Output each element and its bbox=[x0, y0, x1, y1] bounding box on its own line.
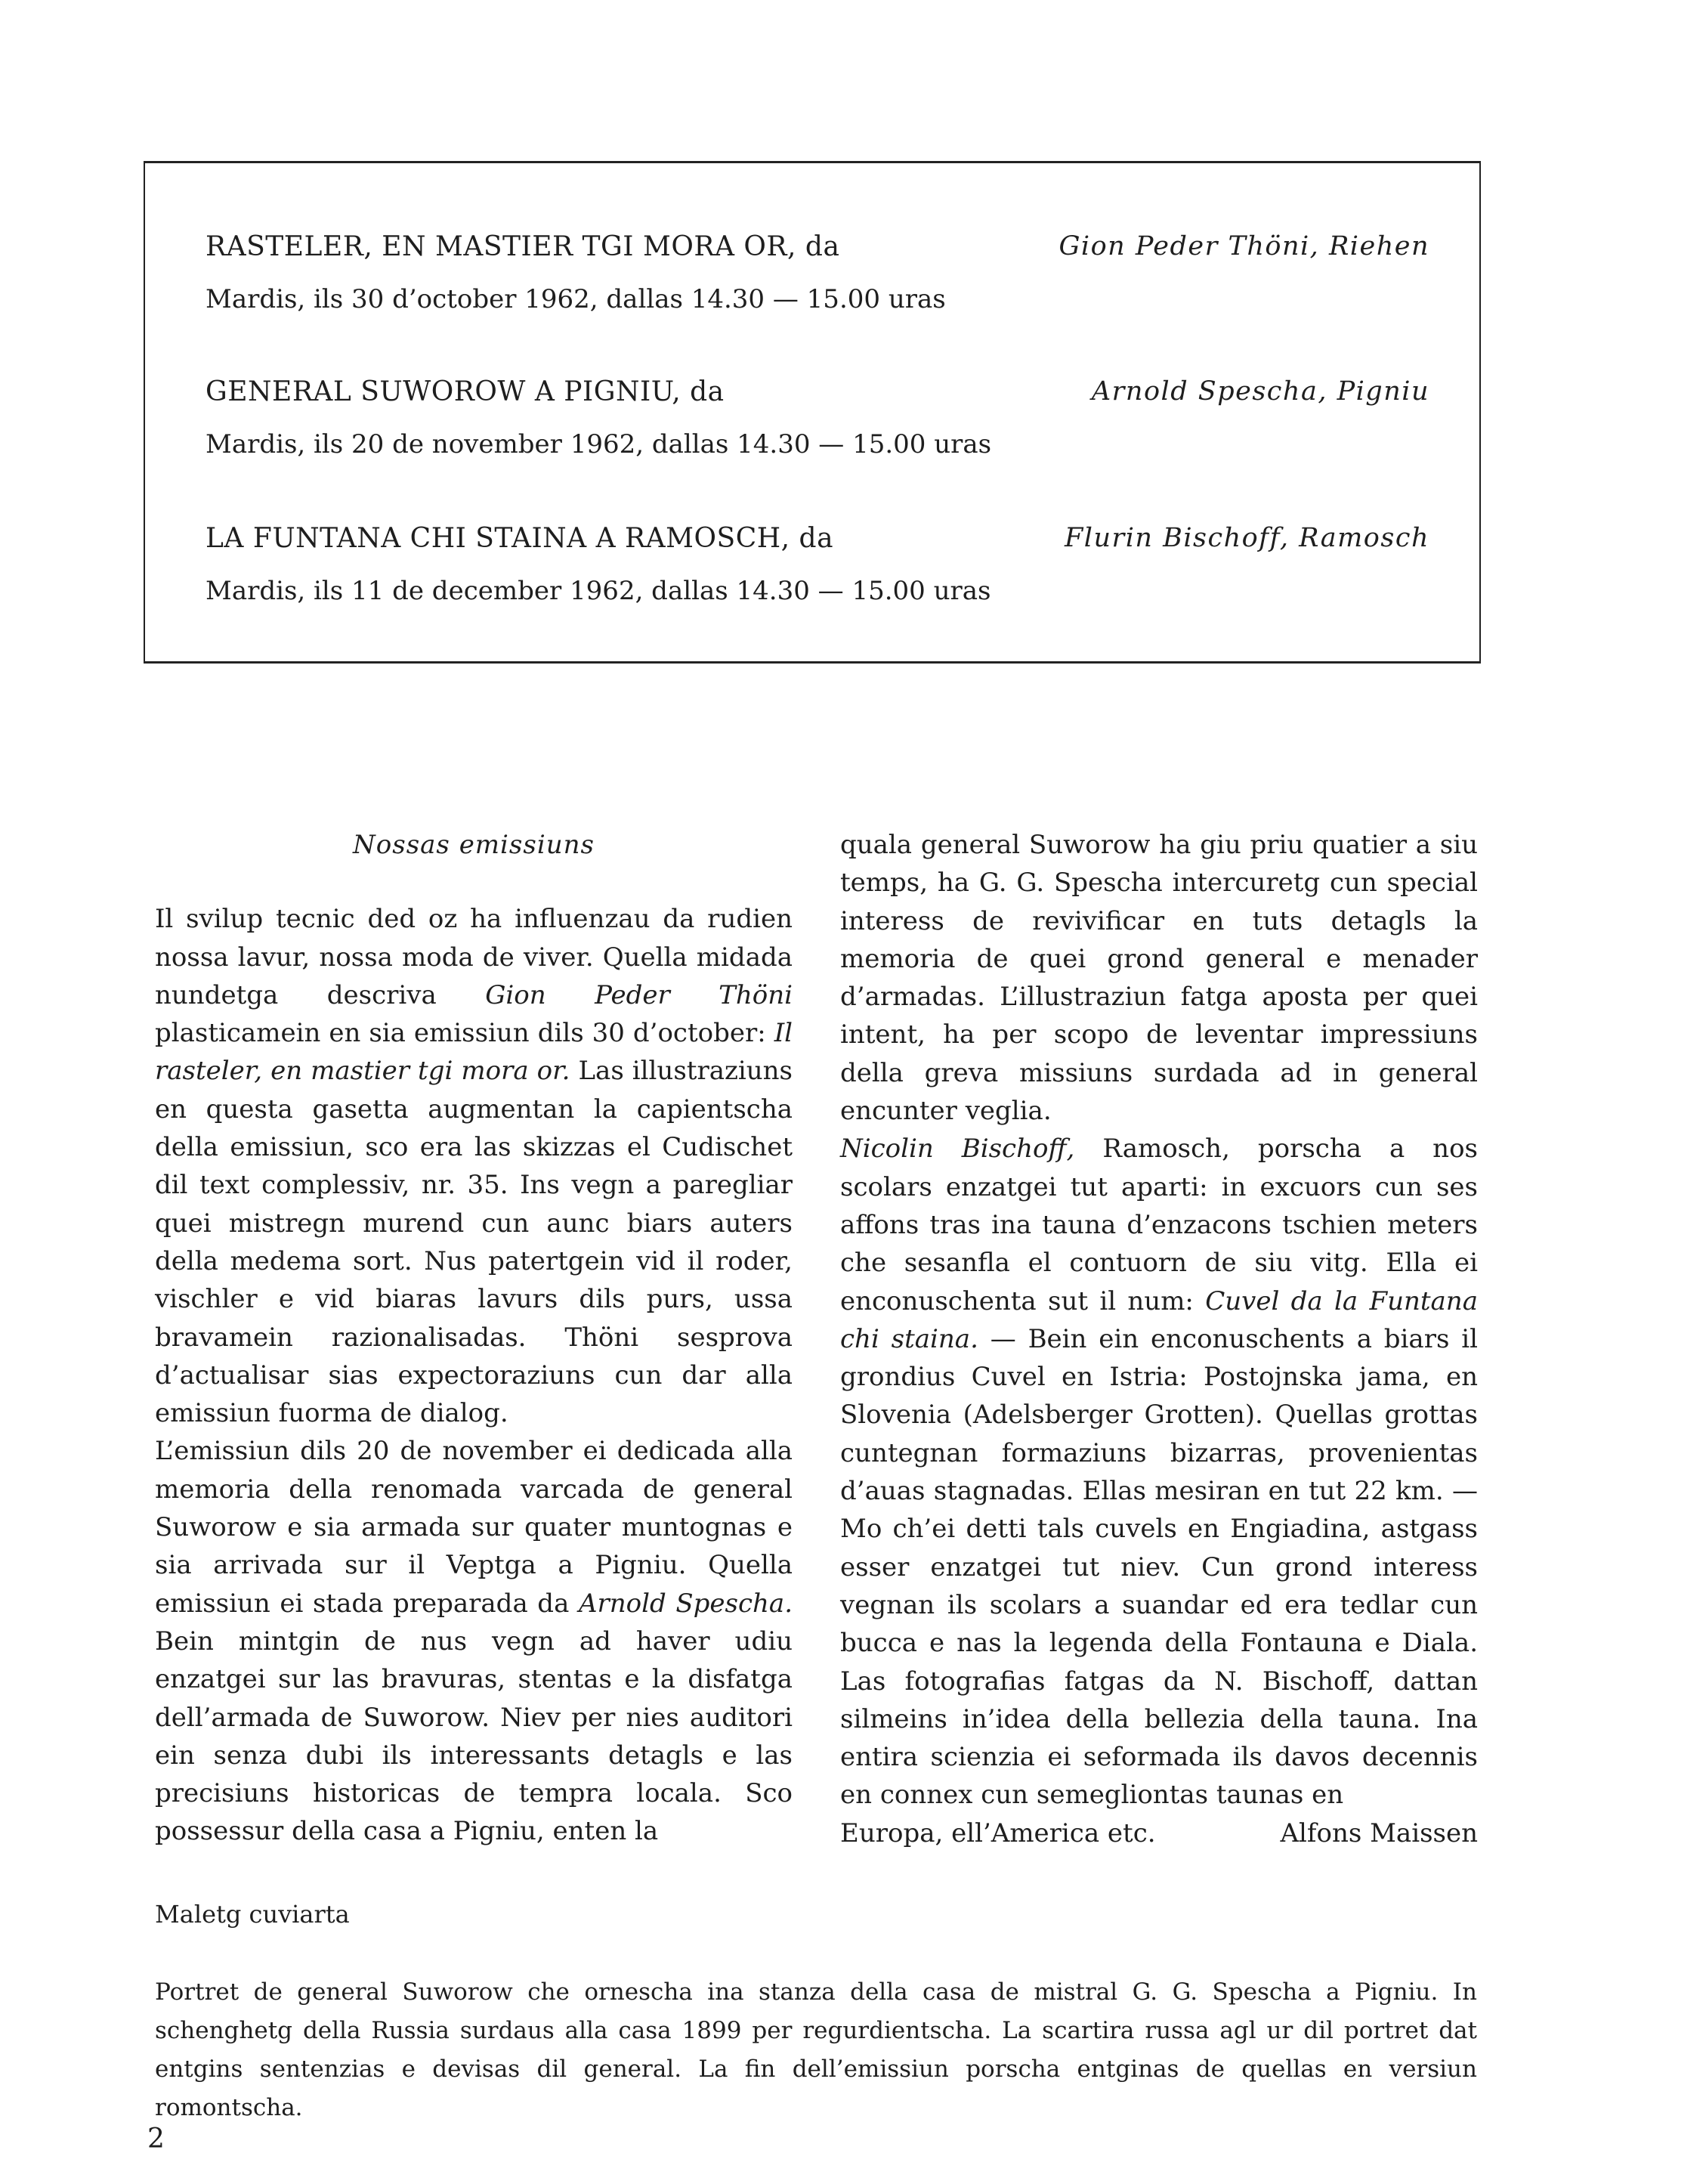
text-run: Ramosch, porscha a nos scolars enzatgei tut aparti: in excuors cun ses affons tras ina tauna d’enzacons tschien meters che sesanfla el contuorn de siu vitg. Ella ei enconuschenta sut il num: bbox=[840, 1134, 1478, 1316]
text-run: Europa, ell’America etc. bbox=[840, 1817, 1156, 1848]
article-right-column bbox=[840, 826, 1478, 1852]
author-name: Gion Peder Thöni bbox=[485, 979, 793, 1010]
author-name: Nicolin Bischoff, bbox=[840, 1134, 1075, 1165]
program-title: LA FUNTANA CHI STAINA A RAMOSCH, da bbox=[206, 523, 834, 554]
article-paragraph: quala general Suworow ha giu priu quatier a siu temps, ha G. G. Spescha intercuretg cun special interess de revivificar en tuts detagls la memoria de quei grond general e menader d’armadas. L’illustraziun fatga aposta per quei intent, ha per scopo de leventar impressiuns della greva missiuns surdada ad in general encunter veglia. bbox=[840, 830, 1478, 1127]
article-paragraph bbox=[155, 1432, 793, 1850]
caption-text bbox=[155, 1973, 1477, 2127]
text-run: Bein mintgin de nus vegn ad haver udiu enzatgei sur las bravuras, stentas e la disfatga dell’armada de Suworow. Niev per nies auditori ein senza dubi ils interessants detagls e las precisiuns historicas de tempra locala. Sco possessur della casa a Pigniu, enten la bbox=[155, 1626, 793, 1847]
author-name: Arnold Spescha. bbox=[578, 1588, 793, 1619]
caption-paragraph: Portret de general Suworow che ornescha ina stanza della casa de mistral G. G. Spescha a Pigniu. In schenghetg della Russia surdaus alla casa 1899 per regurdientscha. La scartira russa agl ur dil portret dat entgins sentenzias e devisas dil general. La fin dell’emissiun porscha entginas de quellas en versiun romontscha. bbox=[155, 1978, 1477, 2121]
program-title-italic: Il rasteler, en mastier tgi mora or. bbox=[155, 1018, 793, 1087]
signature: Alfons Maissen bbox=[1280, 1817, 1478, 1848]
program-author: Gion Peder Thöni, Riehen bbox=[1059, 231, 1429, 261]
program-title: RASTELER, EN MASTIER TGI MORA OR, da bbox=[206, 231, 840, 262]
caption-title: Maletg cuviarta bbox=[155, 1900, 350, 1929]
text-run: Las illustraziuns en questa gasetta augmentan la capientscha della emissiun, sco era las skizzas el Cudischet dil text complessiv, nr. 35. Ins vegn a paregliar quei mistregn murend cun aunc biars auters della medema sort. Nus patertgein vid il roder, vischler e vid biaras lavurs dils purs, ussa bravamein razionalisadas. Thöni sesprova d’actualisar sias expectoraziuns cun dar alla emissiun fuorma de dialog. bbox=[155, 1056, 793, 1429]
text-run: L’emissiun dils 20 de november ei dedicada alla memoria della renomada varcada de general Suworow e sia armada sur quater muntognas e sia arrivada sur il Veptga a Pigniu. Quella emissiun ei stada preparada da bbox=[155, 1436, 793, 1619]
text-run: — Bein ein enconuschents a biars il grondius Cuvel en Istria: Postojnska jama, en Slovenia (Adelsberger Grotten). Quellas grottas cuntegnan formaziuns bizarras, provenientas d’auas stagnadas. Ellas mesiran en tut 22 km. — Mo ch’ei detti tals cuvels en Engiadina, astgass esser enzatgei tut niev. Cun grond interess vegnan ils scolars a suandar ed era tedlar cun bucca e nas la legenda della Fontauna e Diala. Las fotografias fatgas da N. Bischoff, dattan silmeins in’idea della bellezia della tauna. Ina entira scienzia ei seformada ils davos decennis en connex cun semegliontas taunas en bbox=[840, 1323, 1478, 1811]
program-date: Mardis, ils 11 de december 1962, dallas 14.30 — 15.00 uras bbox=[206, 576, 991, 606]
program-date: Mardis, ils 20 de november 1962, dallas 14.30 — 15.00 uras bbox=[206, 429, 992, 459]
text-run: Il svilup tecnic ded oz ha influenzau da rudien nossa lavur, nossa moda de viver. Quella midada nundetga descriva bbox=[155, 904, 793, 1010]
text-run: plasticamein en sia emissiun dils 30 d’october: bbox=[155, 1018, 774, 1049]
program-author: Flurin Bischoff, Ramosch bbox=[1064, 523, 1429, 553]
article-left-column bbox=[155, 826, 793, 1851]
article-paragraph bbox=[840, 1130, 1478, 1814]
program-date: Mardis, ils 30 d’october 1962, dallas 14.30 — 15.00 uras bbox=[206, 284, 946, 314]
program-author: Arnold Spescha, Pigniu bbox=[1091, 376, 1429, 407]
program-title-italic: Cuvel da la Funtana chi staina. bbox=[840, 1285, 1478, 1354]
closing-line bbox=[840, 1814, 1478, 1852]
program-title: GENERAL SUWOROW A PIGNIU, da bbox=[206, 376, 725, 407]
schedule-box bbox=[144, 161, 1481, 664]
article-paragraph bbox=[155, 900, 793, 1432]
article-heading: Nossas emissiuns bbox=[353, 830, 595, 860]
page-number: 2 bbox=[147, 2124, 165, 2155]
